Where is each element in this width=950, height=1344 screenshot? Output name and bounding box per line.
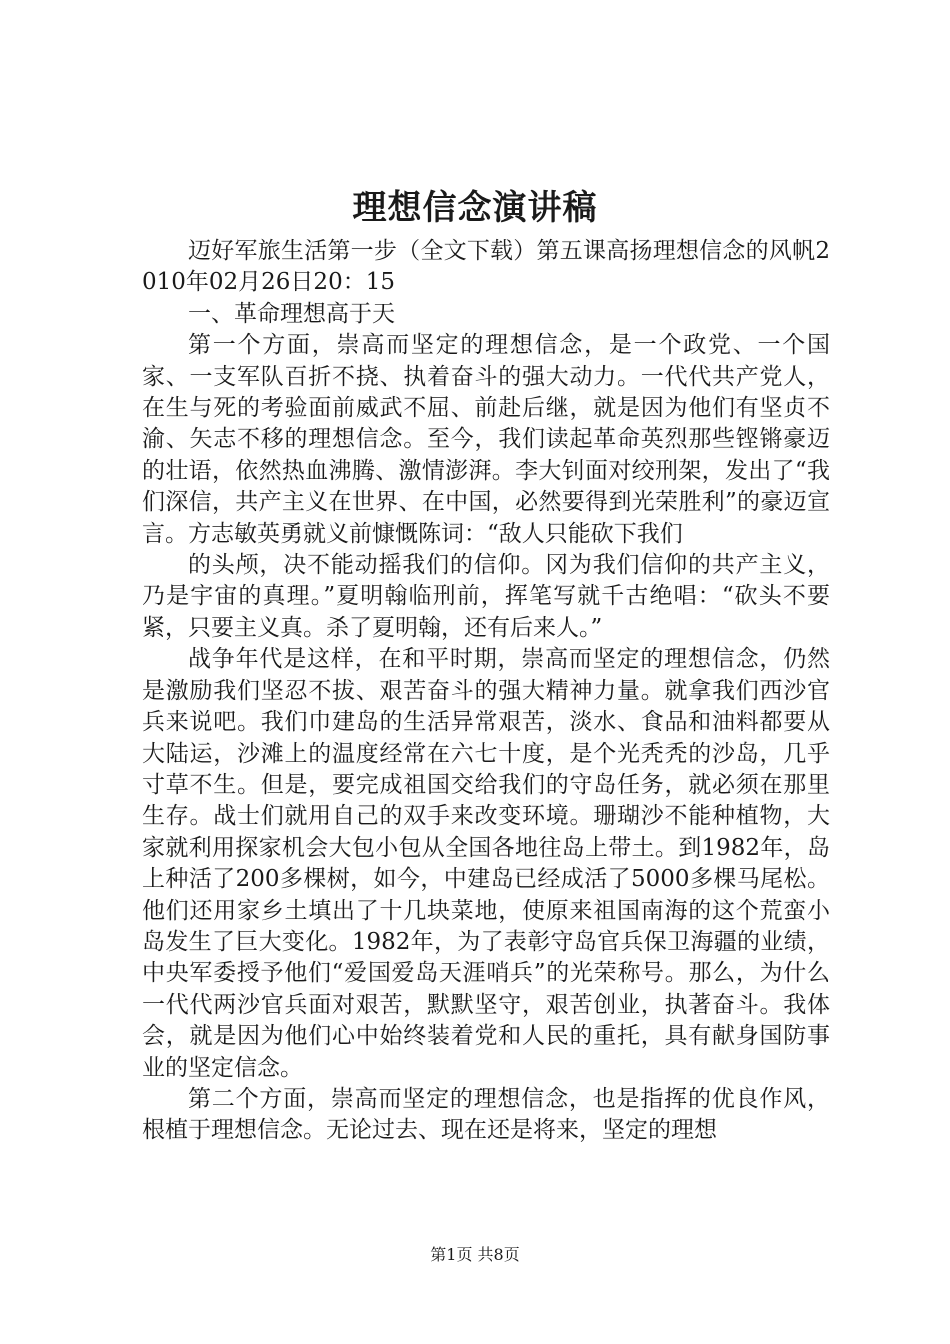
paragraph-continuation: 的头颅，决不能动摇我们的信仰。冈为我们信仰的共产主义，乃是宇宙的真理。”夏明翰临刑前，挥笔写就千古绝唱：“砍头不要紧，只要主义真。杀了夏明翰，还有后来人。”: [142, 552, 830, 641]
paragraph-intro: 迈好军旅生活第一步（全文下载）第五课高扬理想信念的风帆2010年02月26日20：15: [142, 238, 830, 296]
section-heading: 一、革命理想高于天: [188, 300, 395, 327]
document-body: [142, 236, 830, 1147]
paragraph-second-aspect: 第二个方面，崇高而坚定的理想信念，也是指挥的优良作风，根植于理想信念。无论过去、现在还是将来，坚定的理想: [142, 1085, 830, 1144]
paragraph-first-aspect: 第一个方面，崇高而坚定的理想信念，是一个政党、一个国家、一支军队百折不挠、执着奋斗的强大动力。一代代共产党人，在生与死的考验面前威武不屈、前赴后继，就是因为他们有坚贞不渝、矢志不移的理想信念。至今，我们读起革命英烈那些铿锵豪迈的壮语，依然热血沸腾、激情澎湃。李大钊面对绞刑架，发出了“我们深信，共产主义在世界、在中国，必然要得到光荣胜利”的豪迈宣言。方志敏英勇就义前慷慨陈词：“敌人只能砍下我们: [142, 332, 830, 547]
page-footer: 第1页 共8页: [430, 1245, 520, 1264]
paragraph-peacetime: 战争年代是这样，在和平时期，崇高而坚定的理想信念，仍然是激励我们坚忍不拔、艰苦奋斗的强大精神力量。就拿我们西沙官兵来说吧。我们巾建岛的生活异常艰苦，淡水、食品和油料都要从大陆运，沙滩上的温度经常在六七十度，是个光秃秃的沙岛，几乎寸草不生。但是，要完成祖国交给我们的守岛任务，就必须在那里生存。战士们就用自己的双手来改变环境。珊瑚沙不能种植物，大家就利用探家机会大包小包从全国各地往岛上带土。到1982年，岛上种活了200多棵树，如今，中建岛已经成活了5000多棵马尾松。他们还用家乡土填出了十几块菜地，使原来祖国南海的这个荒蛮小岛发生了巨大变化。1982年，为了表彰守岛官兵保卫海疆的业绩，中央军委授予他们“爱国爱岛天涯哨兵”的光荣称号。那么，为什么一代代两沙官兵面对艰苦，默默坚守，艰苦创业，执著奋斗。我体会，就是因为他们心中始终装着党和人民的重托，具有献身国防事业的坚定信念。: [142, 646, 830, 1081]
document-title: 理想信念演讲稿: [352, 188, 598, 228]
